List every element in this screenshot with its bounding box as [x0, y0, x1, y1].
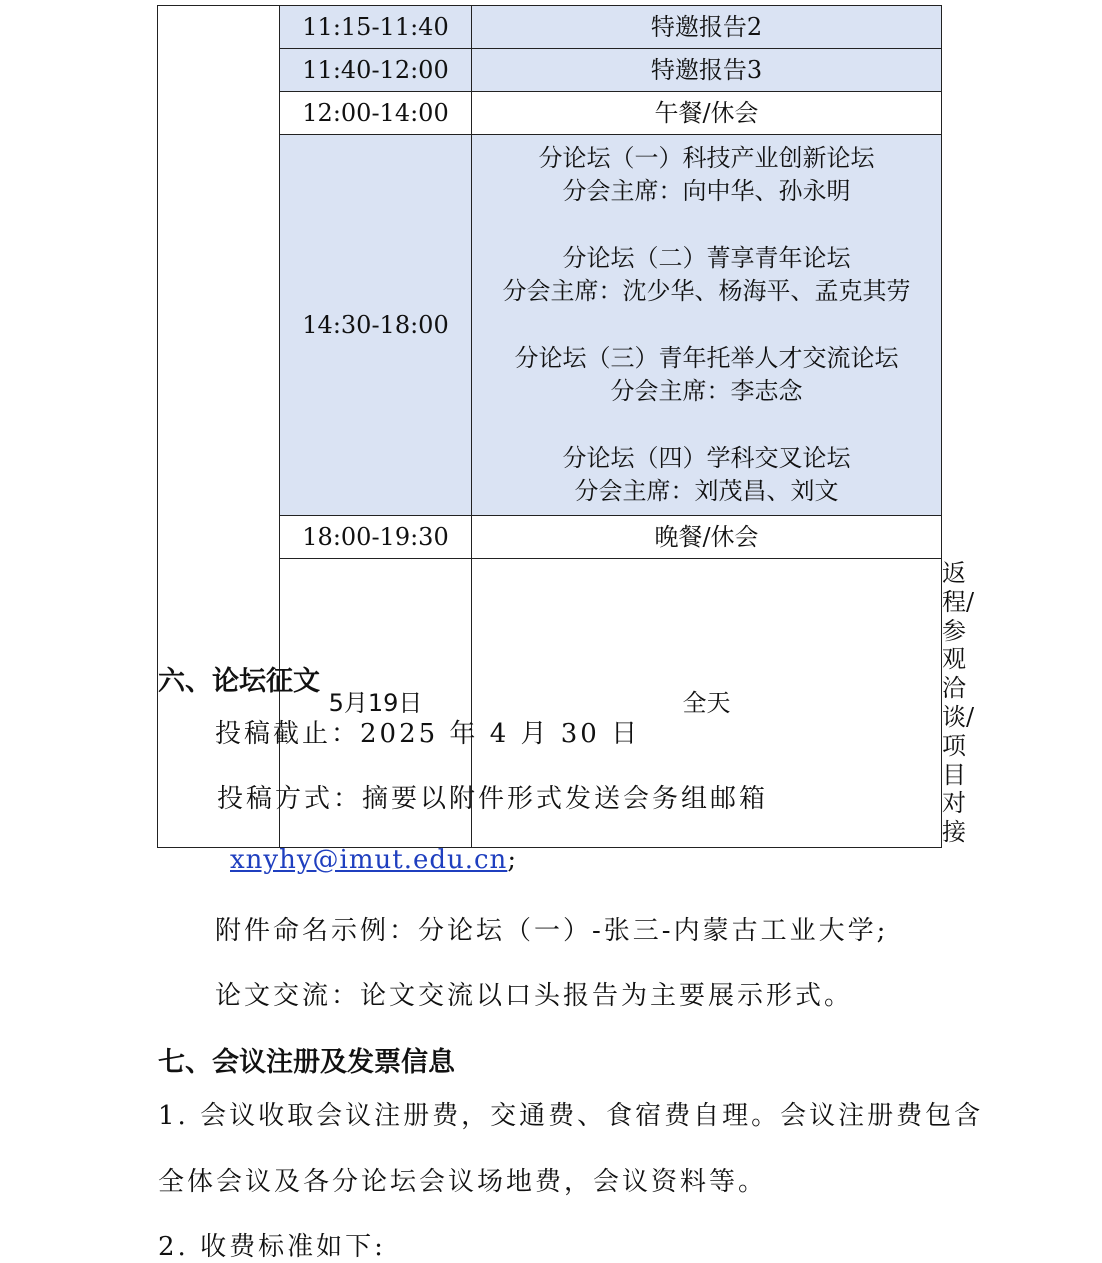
- section6-title: 六、论坛征文: [158, 666, 320, 697]
- forum-title: 分论坛（三）青年托举人才交流论坛: [514, 344, 899, 372]
- naming-text: 附件命名示例：分论坛（一）-张三-内蒙古工业大学;: [215, 916, 889, 946]
- schedule-row: [158, 6, 942, 49]
- date-cell: 5月19日: [280, 559, 472, 848]
- forum-block: [472, 142, 941, 208]
- forum-chairs: 分会主席：沈少华、杨海平、孟克其劳: [502, 277, 911, 305]
- item1-line2: 全体会议及各分论坛会议场地费，会议资料等。: [158, 1167, 768, 1197]
- time-cell: 18:00-19:30: [280, 516, 472, 559]
- email-line: [230, 845, 519, 875]
- forum-chairs: 分会主席：李志念: [610, 377, 803, 405]
- forums-cell: [472, 135, 942, 516]
- email-suffix: ;: [507, 845, 520, 875]
- forum-title: 分论坛（一）科技产业创新论坛: [538, 144, 875, 172]
- forum-title: 分论坛（四）学科交叉论坛: [562, 444, 851, 472]
- time-cell: 11:40-12:00: [280, 49, 472, 92]
- activity-cell: 晚餐/休会: [472, 516, 942, 559]
- time-cell: 全天: [472, 559, 942, 848]
- activity-cell: 特邀报告3: [472, 49, 942, 92]
- activity-cell: 午餐/休会: [472, 92, 942, 135]
- exchange-text: 论文交流：论文交流以口头报告为主要展示形式。: [215, 981, 854, 1011]
- activity-cell: 特邀报告2: [472, 6, 942, 49]
- forum-chairs: 分会主席：向中华、孙永明: [562, 177, 851, 205]
- forum-block: [472, 442, 941, 508]
- forum-block: [472, 242, 941, 308]
- forum-title: 分论坛（二）菁享青年论坛: [562, 244, 851, 272]
- forum-chairs: 分会主席：刘茂昌、刘文: [574, 477, 839, 505]
- time-cell: 14:30-18:00: [280, 135, 472, 516]
- item2-text: 2. 收费标准如下:: [158, 1232, 386, 1262]
- item1-line1: 1. 会议收取会议注册费，交通费、食宿费自理。会议注册费包含: [158, 1101, 984, 1131]
- forum-block: [472, 342, 941, 408]
- time-cell: 12:00-14:00: [280, 92, 472, 135]
- section7-title: 七、会议注册及发票信息: [158, 1047, 455, 1078]
- method-text: 投稿方式：摘要以附件形式发送会务组邮箱: [217, 784, 769, 814]
- time-cell: 11:15-11:40: [280, 6, 472, 49]
- deadline-text: 投稿截止：2025 年 4 月 30 日: [215, 719, 641, 749]
- email-link[interactable]: xnyhy@imut.edu.cn: [230, 845, 508, 875]
- schedule-row: 5月19日 全天 返程/参观洽谈/项目对接: [158, 559, 942, 848]
